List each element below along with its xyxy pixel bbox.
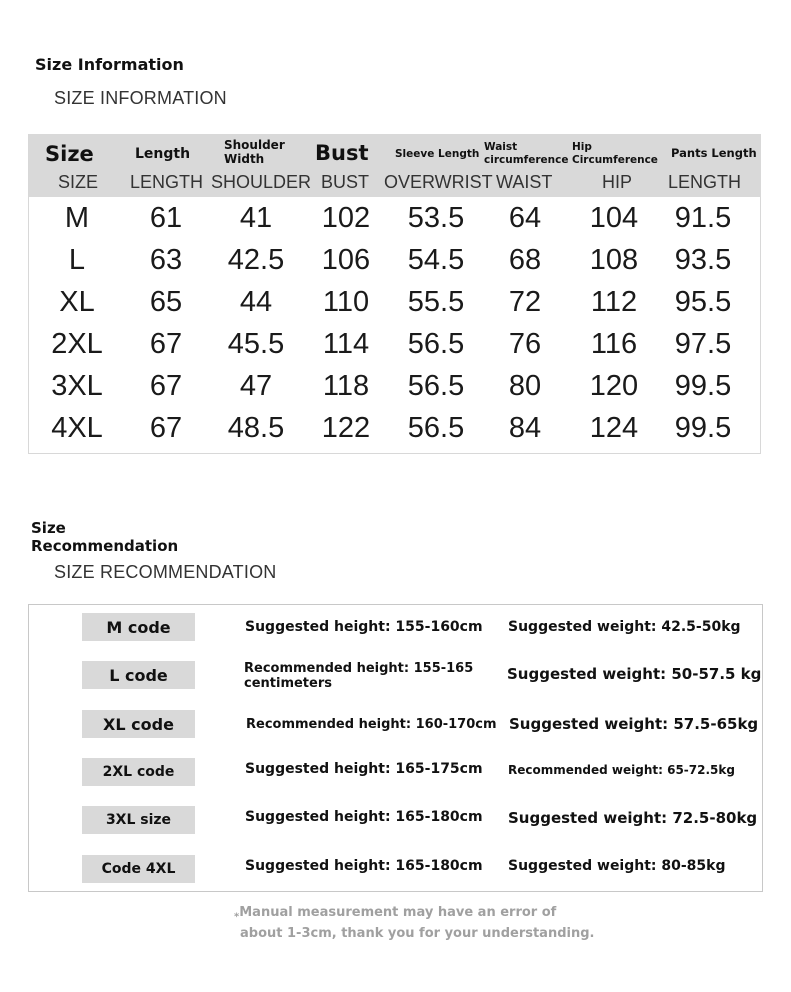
cell-shoulder: 48.5 <box>227 412 285 444</box>
cell-sleeve: 56.5 <box>407 370 465 402</box>
suggested-height <box>244 661 473 691</box>
table-row <box>29 323 761 365</box>
cell-length: 67 <box>149 328 183 360</box>
header-hip-line2: Circumference <box>572 154 658 166</box>
header-waist-line2: circumference <box>484 154 569 166</box>
header-hip-line1: Hip <box>572 141 592 153</box>
cell-bust: 106 <box>321 244 371 276</box>
size-information-subtitle: SIZE INFORMATION <box>54 88 227 108</box>
cell-pants: 93.5 <box>674 244 732 276</box>
cell-pants: 97.5 <box>674 328 732 360</box>
size-table <box>28 134 761 454</box>
cell-length: 61 <box>149 202 183 234</box>
cell-sleeve: 56.5 <box>407 412 465 444</box>
size-code-badge: L code <box>82 661 195 689</box>
header-pants-sub: LENGTH <box>668 172 742 192</box>
table-row <box>29 239 761 281</box>
size-code-badge: M code <box>82 613 195 641</box>
suggested-weight: Suggested weight: 80-85kg <box>508 858 726 874</box>
header-size-sub: SIZE <box>58 172 99 192</box>
suggested-height-line1: Recommended height: 155-165 <box>244 661 474 676</box>
cell-bust: 102 <box>321 202 371 234</box>
header-waist <box>484 141 568 167</box>
size-recommendation-subtitle: SIZE RECOMMENDATION <box>54 562 277 582</box>
cell-size: L <box>68 244 86 276</box>
header-hip-sub: HIP <box>602 172 633 192</box>
cell-bust: 114 <box>322 328 370 360</box>
cell-pants: 99.5 <box>674 370 732 402</box>
suggested-height: Recommended height: 160-170cm <box>246 717 497 732</box>
suggested-height: Suggested height: 165-175cm <box>245 761 483 777</box>
suggested-weight: Suggested weight: 42.5-50kg <box>508 619 741 635</box>
cell-size: XL <box>59 286 95 318</box>
cell-hip: 124 <box>589 412 639 444</box>
cell-waist: 76 <box>508 328 542 360</box>
header-pants-length: Pants Length <box>671 146 757 160</box>
cell-sleeve: 55.5 <box>407 286 465 318</box>
cell-waist: 64 <box>508 202 542 234</box>
cell-hip: 108 <box>589 244 639 276</box>
asterisk-icon: * <box>234 911 240 923</box>
cell-size: 4XL <box>51 412 103 444</box>
cell-length: 67 <box>149 370 183 402</box>
cell-hip: 116 <box>590 328 638 360</box>
header-shoulder-sub: SHOULDER <box>211 172 312 192</box>
cell-bust: 110 <box>322 286 370 318</box>
cell-waist: 84 <box>508 412 542 444</box>
cell-waist: 72 <box>508 286 542 318</box>
cell-waist: 80 <box>508 370 542 402</box>
cell-pants: 91.5 <box>674 202 732 234</box>
suggested-weight: Suggested weight: 57.5-65kg <box>509 715 759 733</box>
suggested-weight: Recommended weight: 65-72.5kg <box>508 763 735 777</box>
cell-pants: 99.5 <box>674 412 732 444</box>
header-length-sub: LENGTH <box>130 172 204 192</box>
cell-bust: 122 <box>321 412 371 444</box>
cell-sleeve: 53.5 <box>407 202 465 234</box>
size-recommendation-title <box>31 519 178 555</box>
header-bust-sub: BUST <box>321 172 370 192</box>
suggested-weight: Suggested weight: 72.5-80kg <box>508 809 758 827</box>
header-shoulder-line1: Shoulder <box>224 138 285 152</box>
size-code-badge: 3XL size <box>82 806 195 834</box>
cell-shoulder: 42.5 <box>227 244 285 276</box>
header-sleeve-length: Sleeve Length <box>395 148 480 160</box>
size-information-title: Size Information <box>35 55 184 74</box>
cell-hip: 104 <box>589 202 639 234</box>
size-code-badge: XL code <box>82 710 195 738</box>
suggested-weight: Suggested weight: 50-57.5 kg <box>507 665 762 683</box>
suggested-height: Suggested height: 165-180cm <box>245 809 483 825</box>
suggested-height: Suggested height: 155-160cm <box>245 619 483 635</box>
size-recommendation-title-line2: Recommendation <box>31 537 179 555</box>
cell-sleeve: 54.5 <box>407 244 465 276</box>
cell-sleeve: 56.5 <box>407 328 465 360</box>
measurement-note <box>234 905 594 942</box>
cell-length: 63 <box>149 244 183 276</box>
cell-size: M <box>64 202 90 234</box>
header-shoulder <box>224 138 285 166</box>
cell-hip: 112 <box>590 286 638 318</box>
header-length: Length <box>135 146 191 162</box>
size-code-badge: Code 4XL <box>82 855 195 883</box>
cell-size: 3XL <box>51 370 103 402</box>
table-row <box>29 365 761 407</box>
note-line1: Manual measurement may have an error of <box>239 905 557 920</box>
note-line2: about 1-3cm, thank you for your understanding. <box>240 925 595 941</box>
cell-length: 67 <box>149 412 183 444</box>
header-size: Size <box>45 142 94 166</box>
header-sleeve-sub: OVERWRIST <box>384 172 493 192</box>
cell-shoulder: 41 <box>239 202 273 234</box>
header-waist-line1: Waist <box>484 141 518 153</box>
suggested-height: Suggested height: 165-180cm <box>245 858 483 874</box>
header-bust: Bust <box>315 141 369 165</box>
cell-shoulder: 44 <box>239 286 273 318</box>
cell-pants: 95.5 <box>674 286 732 318</box>
cell-bust: 118 <box>322 370 370 402</box>
recommendation-box <box>28 604 763 892</box>
size-table-header <box>29 134 761 197</box>
cell-length: 65 <box>149 286 183 318</box>
table-row <box>29 281 761 323</box>
cell-hip: 120 <box>589 370 639 402</box>
size-recommendation-title-line1: Size <box>31 519 66 537</box>
cell-shoulder: 45.5 <box>227 328 285 360</box>
header-hip <box>572 141 658 167</box>
header-waist-sub: WAIST <box>496 172 553 192</box>
size-code-badge: 2XL code <box>82 758 195 786</box>
cell-shoulder: 47 <box>239 370 273 402</box>
cell-size: 2XL <box>51 328 103 360</box>
suggested-height-line2: centimeters <box>244 676 332 691</box>
table-row <box>29 407 761 449</box>
header-shoulder-line2: Width <box>224 152 265 166</box>
cell-waist: 68 <box>508 244 542 276</box>
table-row <box>29 197 761 239</box>
